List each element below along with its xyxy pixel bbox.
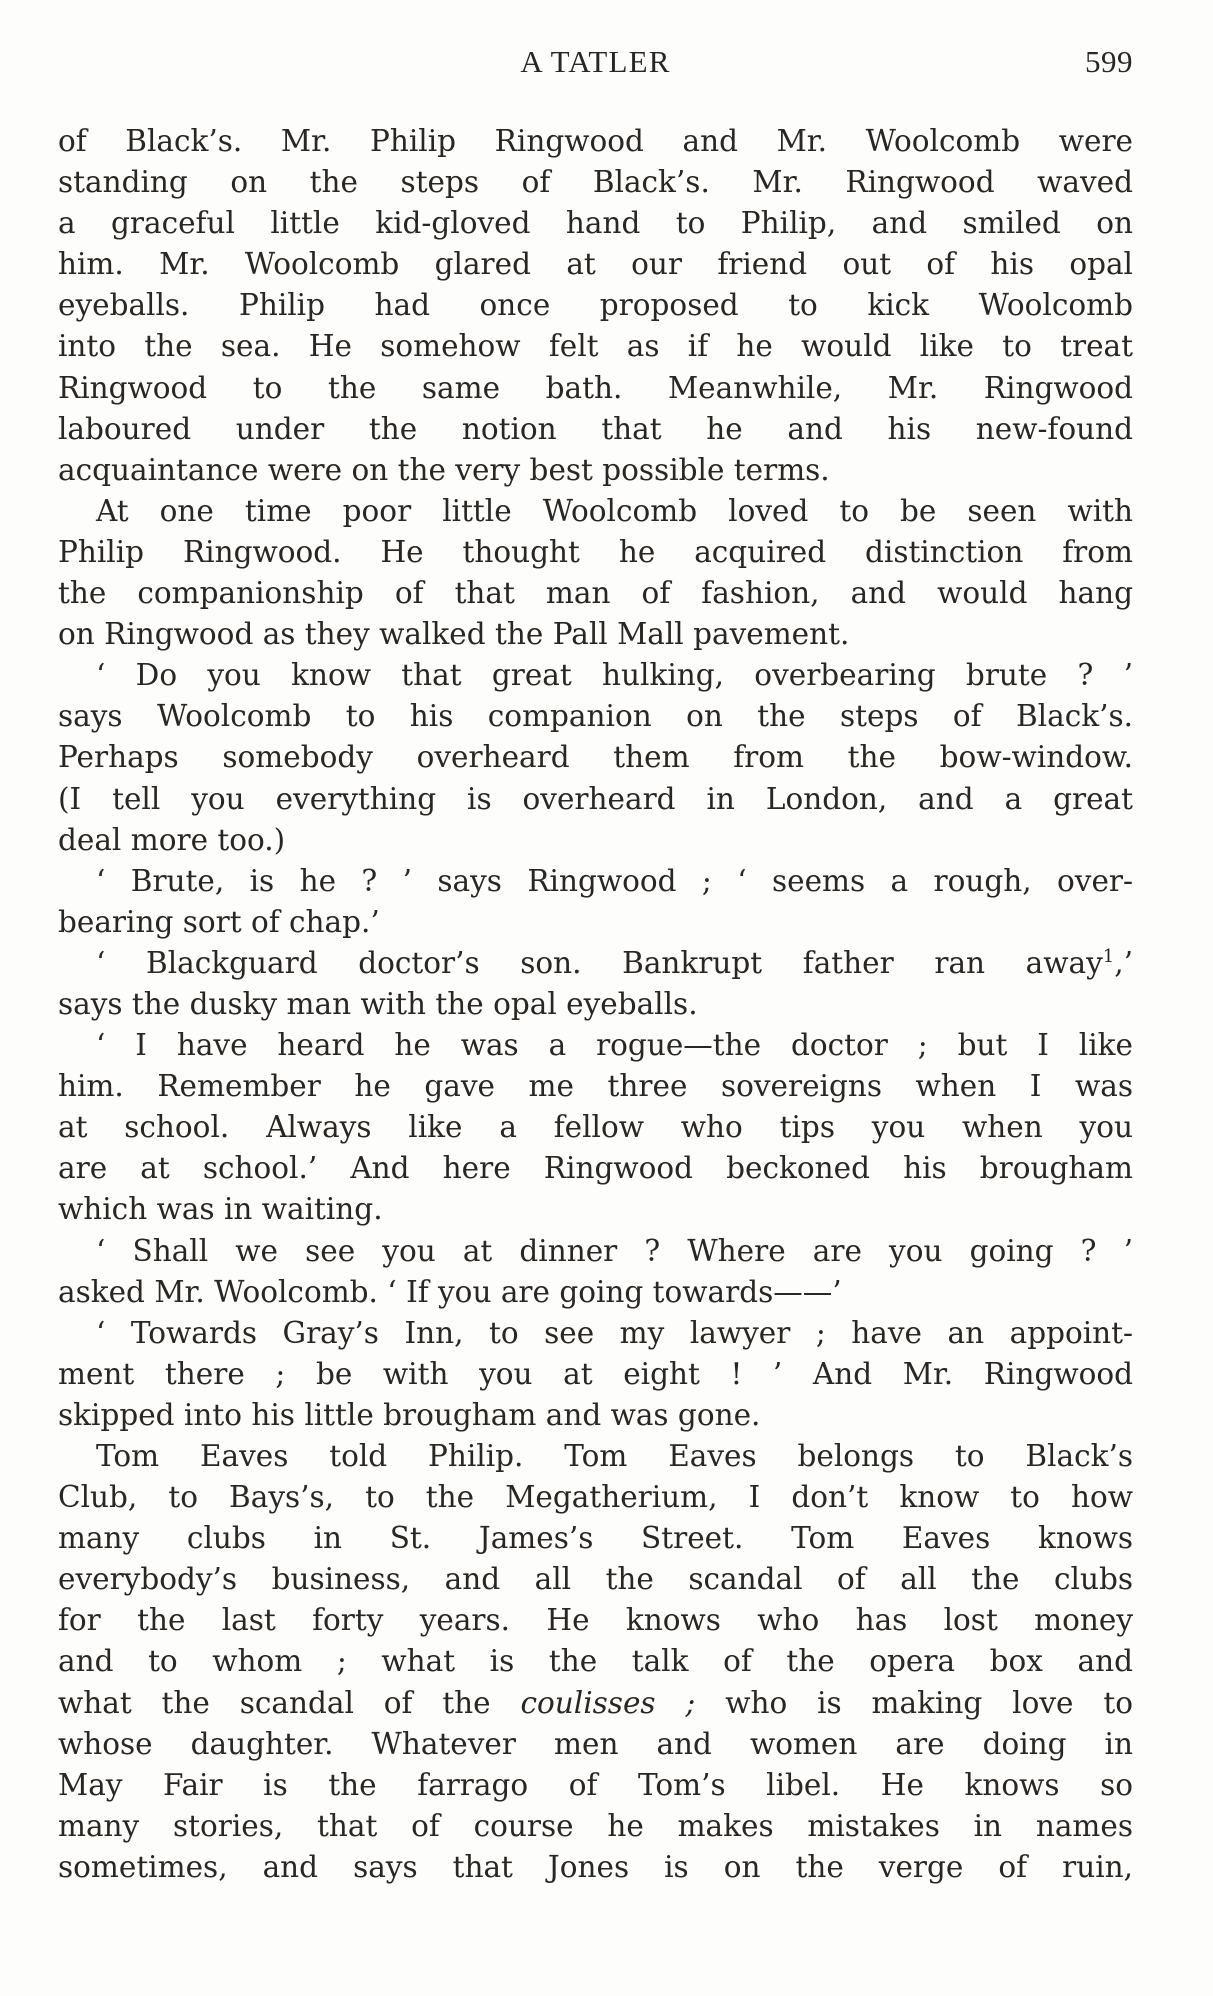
text-line: which was in waiting.: [58, 1192, 383, 1227]
text-line: whose daughter. Whatever men and women are doing in: [58, 1726, 1133, 1761]
text-line: and to whom ; what is the talk of the opera box and: [58, 1644, 1133, 1679]
text-line: says Woolcomb to his companion on the steps of Black’s.: [58, 699, 1133, 734]
text-line: standing on the steps of Black’s. Mr. Ringwood waved: [58, 165, 1133, 200]
text-line-with-footnote: [58, 943, 1133, 984]
text-line: skipped into his little brougham and was gone.: [58, 1397, 761, 1432]
text-line: a graceful little kid-gloved hand to Philip, and smiled on: [58, 206, 1133, 241]
line-text: who is making love to: [695, 1685, 1133, 1720]
text-line: many stories, that of course he makes mistakes in names: [58, 1808, 1133, 1843]
text-line: eyeballs. Philip had once proposed to kick Woolcomb: [58, 288, 1133, 323]
line-text: what the scandal of the: [58, 1685, 491, 1720]
line-text: ,’: [1114, 945, 1133, 980]
text-line: (I tell you everything is overheard in London, and a great: [58, 781, 1133, 816]
text-line: Ringwood to the same bath. Meanwhile, Mr. Ringwood: [58, 370, 1133, 405]
running-title: A TATLER: [520, 44, 671, 79]
text-line: Philip Ringwood. He thought he acquired distinction from: [58, 534, 1133, 569]
text-line: ‘ Shall we see you at dinner ? Where are you going ? ’: [96, 1233, 1133, 1268]
text-line: for the last forty years. He knows who has lost money: [58, 1603, 1133, 1638]
text-line: bearing sort of chap.’: [58, 904, 380, 939]
text-line: ‘ Towards Gray’s Inn, to see my lawyer ; have an appoint-: [96, 1315, 1133, 1350]
text-line: the companionship of that man of fashion, and would hang: [58, 576, 1133, 611]
text-line: him. Mr. Woolcomb glared at our friend out of his opal: [58, 247, 1133, 282]
text-line: many clubs in St. James’s Street. Tom Eaves knows: [58, 1521, 1133, 1556]
text-line: everybody’s business, and all the scandal of all the clubs: [58, 1562, 1133, 1597]
footnote-marker: 1: [1102, 946, 1115, 968]
text-line: ment there ; be with you at eight ! ’ And Mr. Ringwood: [58, 1356, 1133, 1391]
text-line: Club, to Bays’s, to the Megatherium, I don’t know to how: [58, 1480, 1133, 1515]
text-line: deal more too.): [58, 822, 286, 857]
text-line: ‘ Brute, is he ? ’ says Ringwood ; ‘ seems a rough, over-: [96, 863, 1133, 898]
page-number: 599: [1085, 44, 1133, 79]
text-line: into the sea. He somehow felt as if he would like to treat: [58, 329, 1133, 364]
italic-word: coulisses ;: [520, 1685, 696, 1720]
running-head: [58, 44, 1133, 84]
body-text: [58, 121, 1133, 1888]
text-line: asked Mr. Woolcomb. ‘ If you are going towards——’: [58, 1274, 842, 1309]
text-line: Tom Eaves told Philip. Tom Eaves belongs to Black’s: [96, 1439, 1133, 1473]
text-line: ‘ Do you know that great hulking, overbearing brute ? ’: [96, 658, 1133, 693]
text-line: ‘ I have heard he was a rogue—the doctor ; but I like: [96, 1028, 1133, 1063]
text-line-with-italic: [58, 1683, 1133, 1724]
text-line: acquaintance were on the very best possible terms.: [58, 452, 830, 487]
text-line: Perhaps somebody overheard them from the bow-window.: [58, 740, 1133, 775]
text-line: sometimes, and says that Jones is on the verge of ruin,: [58, 1849, 1133, 1884]
text-line: on Ringwood as they walked the Pall Mall pavement.: [58, 617, 850, 652]
text-line: May Fair is the farrago of Tom’s libel. He knows so: [58, 1767, 1133, 1802]
text-line: At one time poor little Woolcomb loved to be seen with: [96, 493, 1133, 528]
text-line: at school. Always like a fellow who tips you when you: [58, 1110, 1133, 1145]
text-line: says the dusky man with the opal eyeballs.: [58, 986, 698, 1021]
text-line: are at school.’ And here Ringwood beckoned his brougham: [58, 1151, 1133, 1186]
text-line: laboured under the notion that he and his new-found: [58, 411, 1133, 446]
text-line: of Black’s. Mr. Philip Ringwood and Mr. Woolcomb were: [58, 124, 1133, 158]
text-line: him. Remember he gave me three sovereigns when I was: [58, 1069, 1133, 1104]
line-text: ‘ Blackguard doctor’s son. Bankrupt father ran away: [96, 945, 1103, 980]
